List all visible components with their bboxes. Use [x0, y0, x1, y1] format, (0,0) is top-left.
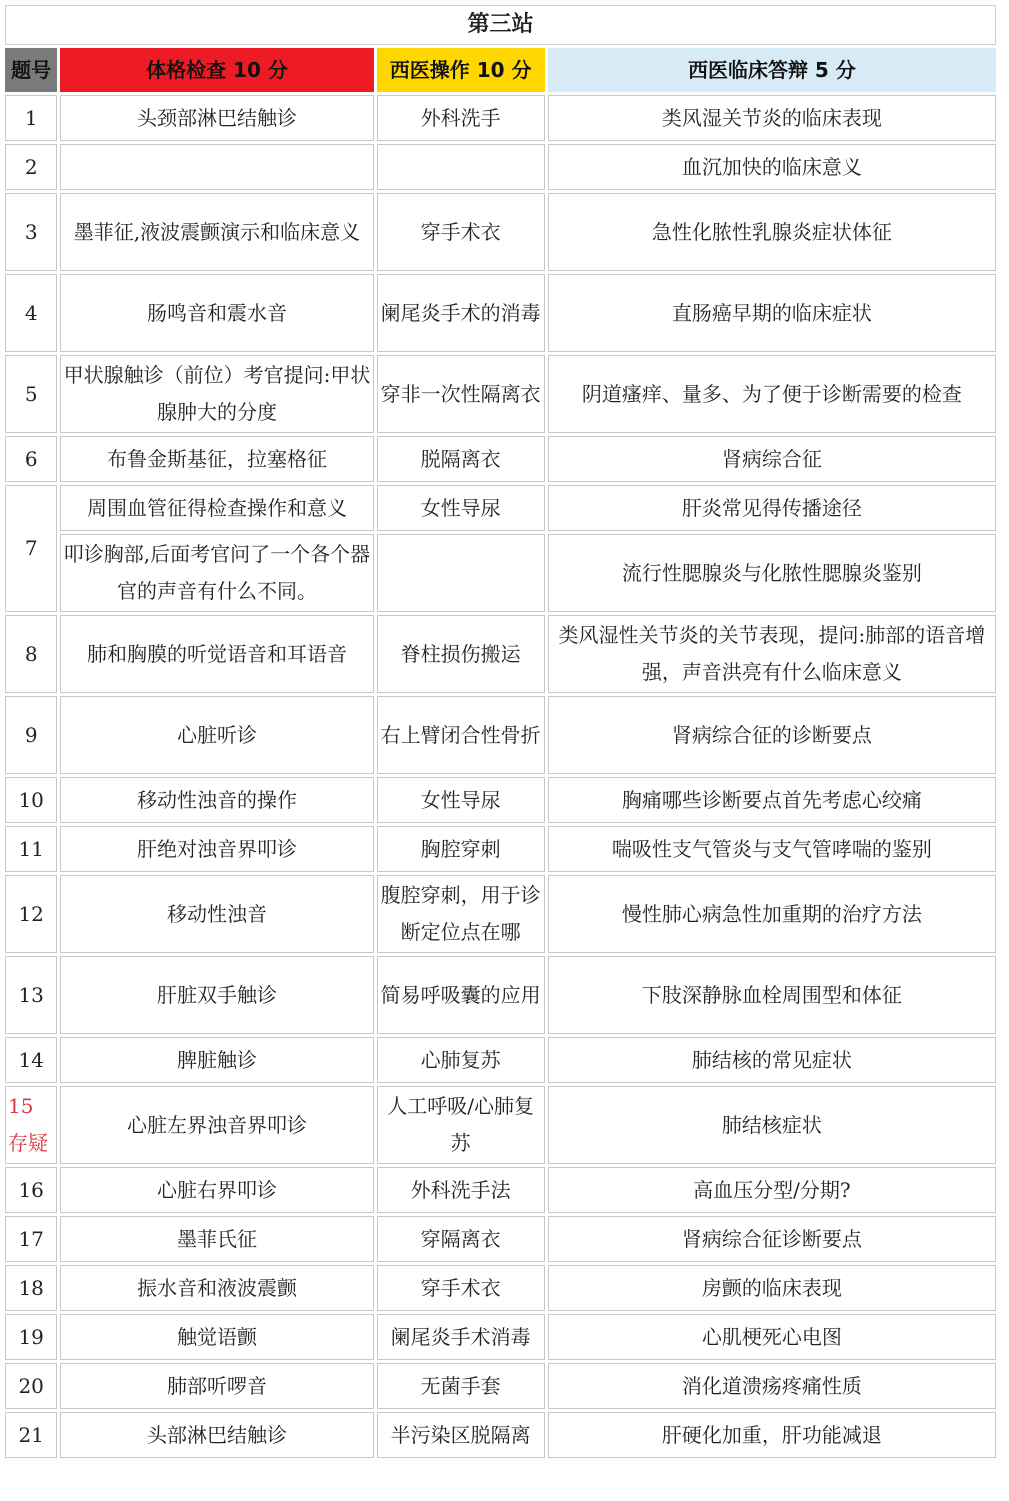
header-clinical-defense: 西医临床答辩 5 分 [548, 48, 996, 92]
row-op: 心肺复苏 [377, 1037, 545, 1083]
row-exam: 肠鸣音和震水音 [60, 274, 373, 352]
table-row [5, 534, 996, 612]
row-op: 半污染区脱隔离 [377, 1412, 545, 1458]
row-exam: 移动性浊音的操作 [60, 777, 373, 823]
row-op: 穿隔离衣 [377, 1216, 545, 1262]
row-exam: 脾脏触诊 [60, 1037, 373, 1083]
row-qa: 急性化脓性乳腺炎症状体征 [548, 193, 996, 271]
table-row [5, 875, 996, 953]
row-op: 胸腔穿刺 [377, 826, 545, 872]
row-qa: 肾病综合征诊断要点 [548, 1216, 996, 1262]
table-row [5, 1037, 996, 1083]
table-row [5, 1086, 996, 1164]
row-qa: 阴道瘙痒、量多、为了便于诊断需要的检查 [548, 355, 996, 433]
row-op: 简易呼吸囊的应用 [377, 956, 545, 1034]
row-qa: 血沉加快的临床意义 [548, 144, 996, 190]
row-op: 穿手术衣 [377, 193, 545, 271]
row-op [377, 534, 545, 612]
row-num: 10 [5, 777, 57, 823]
row-num: 6 [5, 436, 57, 482]
row-exam: 头部淋巴结触诊 [60, 1412, 373, 1458]
row-num: 19 [5, 1314, 57, 1360]
row-num: 14 [5, 1037, 57, 1083]
row-exam: 心脏听诊 [60, 696, 373, 774]
row-num: 11 [5, 826, 57, 872]
table-row [5, 1167, 996, 1213]
row-qa: 房颤的临床表现 [548, 1265, 996, 1311]
row-exam: 移动性浊音 [60, 875, 373, 953]
row-num-note: 存疑 [8, 1131, 48, 1155]
table-row [5, 615, 996, 693]
row-qa: 肾病综合征的诊断要点 [548, 696, 996, 774]
row-op [377, 144, 545, 190]
table-row [5, 193, 996, 271]
row-exam: 甲状腺触诊（前位）考官提问:甲状腺肿大的分度 [60, 355, 373, 433]
row-num: 9 [5, 696, 57, 774]
row-qa: 下肢深静脉血栓周围型和体征 [548, 956, 996, 1034]
row-exam: 振水音和液波震颤 [60, 1265, 373, 1311]
row-op: 外科洗手 [377, 95, 545, 141]
document-page [4, 2, 997, 1461]
row-exam: 心脏左界浊音界叩诊 [60, 1086, 373, 1164]
table-row [5, 777, 996, 823]
row-qa: 肺结核的常见症状 [548, 1037, 996, 1083]
row-op: 女性导尿 [377, 777, 545, 823]
row-num: 20 [5, 1363, 57, 1409]
row-exam: 叩诊胸部,后面考官问了一个各个器官的声音有什么不同。 [60, 534, 373, 612]
table-row [5, 826, 996, 872]
row-qa: 肺结核症状 [548, 1086, 996, 1164]
row-num: 12 [5, 875, 57, 953]
row-num: 16 [5, 1167, 57, 1213]
row-op: 人工呼吸/心肺复苏 [377, 1086, 545, 1164]
row-op: 无菌手套 [377, 1363, 545, 1409]
row-qa: 消化道溃疡疼痛性质 [548, 1363, 996, 1409]
table-row [5, 485, 996, 531]
table-row [5, 274, 996, 352]
table-row [5, 1314, 996, 1360]
row-qa: 高血压分型/分期? [548, 1167, 996, 1213]
row-qa: 类风湿关节炎的临床表现 [548, 95, 996, 141]
table-row [5, 1265, 996, 1311]
row-op: 穿手术衣 [377, 1265, 545, 1311]
row-num: 1 [5, 95, 57, 141]
table-row [5, 436, 996, 482]
row-op: 女性导尿 [377, 485, 545, 531]
row-exam: 肺部听啰音 [60, 1363, 373, 1409]
row-qa: 心肌梗死心电图 [548, 1314, 996, 1360]
table-row [5, 1363, 996, 1409]
table-row [5, 355, 996, 433]
row-op: 右上臂闭合性骨折 [377, 696, 545, 774]
page-title: 第三站 [5, 5, 996, 45]
row-qa: 类风湿性关节炎的关节表现，提问:肺部的语音增强，声音洪亮有什么临床意义 [548, 615, 996, 693]
row-exam: 头颈部淋巴结触诊 [60, 95, 373, 141]
row-num-value: 15 [8, 1094, 34, 1118]
row-num: 7 [5, 485, 57, 612]
row-op: 阑尾炎手术的消毒 [377, 274, 545, 352]
row-op: 腹腔穿刺，用于诊断定位点在哪 [377, 875, 545, 953]
table-row [5, 956, 996, 1034]
header-western-operation: 西医操作 10 分 [377, 48, 545, 92]
row-exam: 心脏右界叩诊 [60, 1167, 373, 1213]
row-qa: 肾病综合征 [548, 436, 996, 482]
row-num: 21 [5, 1412, 57, 1458]
row-qa: 直肠癌早期的临床症状 [548, 274, 996, 352]
header-physical-exam: 体格检查 10 分 [60, 48, 373, 92]
row-qa: 喘吸性支气管炎与支气管哮喘的鉴别 [548, 826, 996, 872]
row-num: 2 [5, 144, 57, 190]
row-exam: 肝绝对浊音界叩诊 [60, 826, 373, 872]
row-num: 13 [5, 956, 57, 1034]
row-op: 脊柱损伤搬运 [377, 615, 545, 693]
row-exam: 墨菲征,液波震颤演示和临床意义 [60, 193, 373, 271]
table-row [5, 1216, 996, 1262]
header-num: 题号 [5, 48, 57, 92]
row-num-flagged [5, 1086, 57, 1164]
row-exam: 触觉语颤 [60, 1314, 373, 1360]
row-op: 外科洗手法 [377, 1167, 545, 1213]
row-op: 穿非一次性隔离衣 [377, 355, 545, 433]
row-exam [60, 144, 373, 190]
exam-table [2, 2, 999, 1461]
row-exam: 布鲁金斯基征，拉塞格征 [60, 436, 373, 482]
row-exam: 肝脏双手触诊 [60, 956, 373, 1034]
row-num: 3 [5, 193, 57, 271]
row-op: 脱隔离衣 [377, 436, 545, 482]
row-num: 5 [5, 355, 57, 433]
row-qa: 胸痛哪些诊断要点首先考虑心绞痛 [548, 777, 996, 823]
row-qa: 肝炎常见得传播途径 [548, 485, 996, 531]
table-row [5, 696, 996, 774]
row-exam: 周围血管征得检查操作和意义 [60, 485, 373, 531]
row-num: 4 [5, 274, 57, 352]
row-qa: 慢性肺心病急性加重期的治疗方法 [548, 875, 996, 953]
row-num: 8 [5, 615, 57, 693]
row-exam: 墨菲氏征 [60, 1216, 373, 1262]
row-qa: 流行性腮腺炎与化脓性腮腺炎鉴别 [548, 534, 996, 612]
table-row [5, 1412, 996, 1458]
row-exam: 肺和胸膜的听觉语音和耳语音 [60, 615, 373, 693]
table-row [5, 144, 996, 190]
row-op: 阑尾炎手术消毒 [377, 1314, 545, 1360]
row-qa: 肝硬化加重，肝功能减退 [548, 1412, 996, 1458]
table-row [5, 95, 996, 141]
row-num: 17 [5, 1216, 57, 1262]
row-num: 18 [5, 1265, 57, 1311]
